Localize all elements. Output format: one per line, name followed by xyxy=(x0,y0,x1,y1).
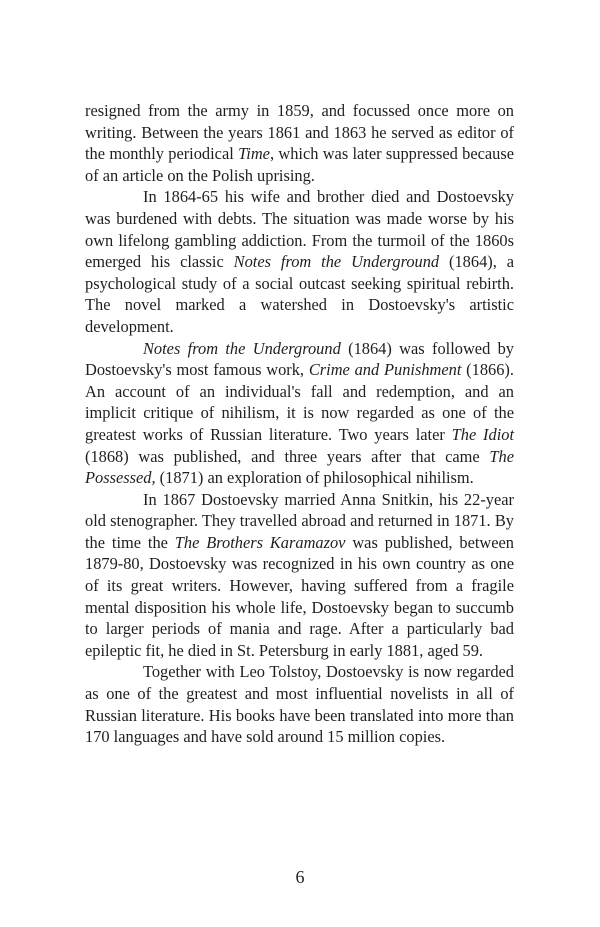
italic-title: The Possessed, xyxy=(85,446,514,488)
text-run: In 1867 Dostoevsky married Anna Snitkin, his 22-year old stenographer. They travelled abroad and returned in 1871. By the time the xyxy=(85,489,514,552)
italic-title: Notes from the Underground xyxy=(233,252,440,272)
text-run: (1871) an exploration of philosophical nihilism. xyxy=(155,468,474,488)
text-run: was published, between 1879-80, Dostoevsky was recognized in his own country as one of its great writers. However, having suffered from a fragile mental disposition his whole life, Dostoevsky began to succumb to larger periods of mania and rage. After a particularly bad epileptic fit, he died in St. Petersburg in early 1881, aged 59. xyxy=(85,532,515,660)
italic-title: The Idiot xyxy=(451,424,514,444)
text-run: (1868) was published, and three years after that came xyxy=(85,446,490,466)
italic-title: Notes from the Underground xyxy=(143,338,341,358)
italic-title: The Brothers Karamazov xyxy=(174,532,346,552)
text-run: , which was later suppressed because of an article on the Polish uprising. xyxy=(85,144,514,185)
text-run: (1864), a psychological study of a social outcast seeking spiritual rebirth. The novel marked a watershed in Dostoevsky's artistic development. xyxy=(85,252,515,336)
text-run: resigned from the army in 1859, and focussed once more on writing. Between the years 1861 and 1863 he served as editor of the monthly periodical xyxy=(85,101,514,164)
paragraph xyxy=(85,661,514,747)
body-text xyxy=(85,100,514,748)
text-run: (1864) was followed by Dostoevsky's most famous work, xyxy=(85,338,515,380)
paragraph xyxy=(85,489,514,662)
text-run: Together with Leo Tolstoy, Dostoevsky is now regarded as one of the greatest and most influential novelists in all of Russian literature. His books have been translated into more than 170 languages and have sold around 15 million copies. xyxy=(85,662,514,747)
paragraph xyxy=(85,186,514,337)
text-run: In 1864-65 his wife and brother died and Dostoevsky was burdened with debts. The situation was made worse by his own lifelong gambling addiction. From the turmoil of the 1860s emerged his classic xyxy=(85,187,514,272)
italic-title: Crime and Punishment xyxy=(308,360,462,380)
paragraph xyxy=(85,100,514,186)
italic-title: Time xyxy=(238,144,270,164)
page-number: 6 xyxy=(295,867,305,887)
paragraph xyxy=(85,338,514,489)
text-run: (1866). An account of an individual's fall and redemption, and an implicit critique of nihilism, it is now regarded as one of the greatest works of Russian literature. Two years later xyxy=(85,360,514,444)
